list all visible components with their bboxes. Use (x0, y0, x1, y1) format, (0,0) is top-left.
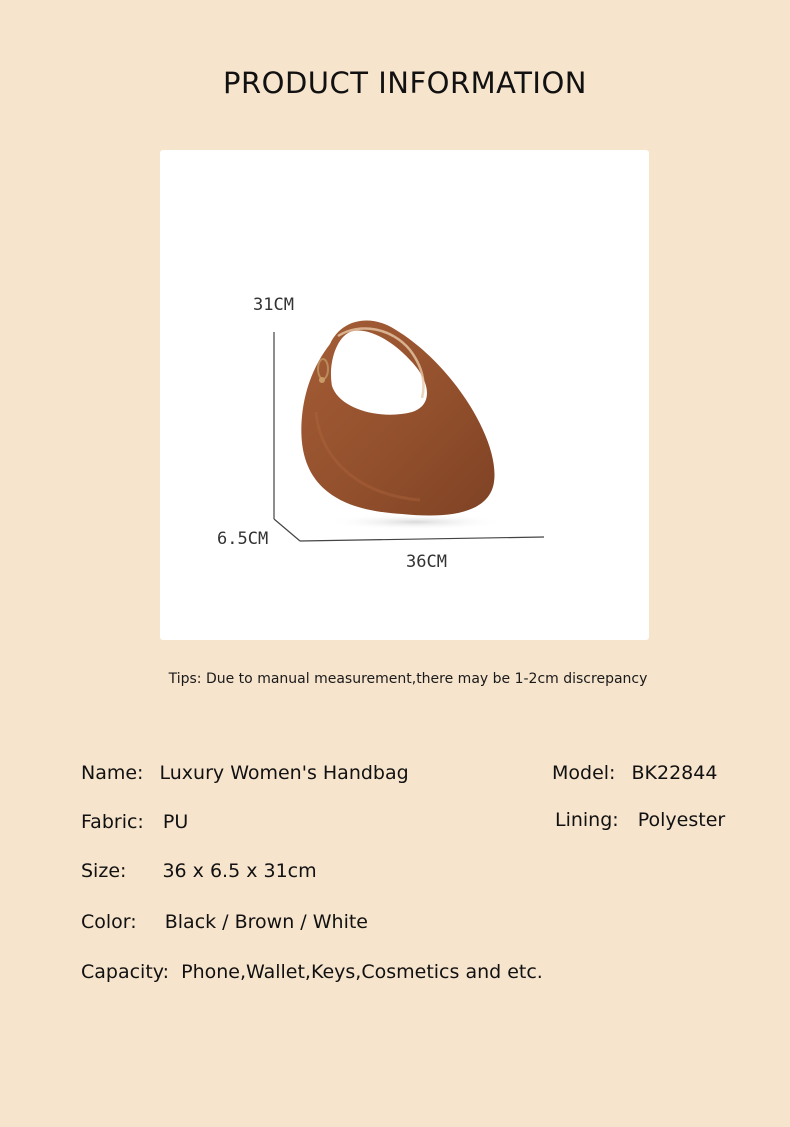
spec-fabric (81, 811, 188, 833)
spec-size-value: 36 x 6.5 x 31cm (162, 860, 317, 882)
spec-name-value: Luxury Women's Handbag (159, 762, 409, 784)
spec-color-value: Black / Brown / White (164, 911, 368, 933)
handbag-image (301, 321, 494, 516)
spec-model-value: BK22844 (631, 762, 718, 784)
spec-capacity (81, 961, 543, 983)
spec-size (81, 860, 317, 882)
spec-model-label: Model: (552, 762, 616, 784)
page-title: PRODUCT INFORMATION (223, 66, 587, 100)
spec-model (552, 762, 717, 784)
width-dimension-label: 36CM (406, 552, 447, 572)
spec-color (81, 911, 368, 933)
spec-name-label: Name: (81, 762, 144, 784)
measurement-tip: Tips: Due to manual measurement,there may be 1-2cm discrepancy (168, 671, 648, 687)
height-dimension-label: 31CM (253, 295, 294, 315)
spec-color-label: Color: (81, 911, 137, 933)
spec-capacity-value: Phone,Wallet,Keys,Cosmetics and etc. (181, 961, 543, 983)
width-line (300, 537, 544, 541)
bag-shadow (326, 514, 506, 530)
spec-fabric-value: PU (162, 811, 189, 833)
spec-name (81, 762, 409, 784)
depth-line (274, 519, 300, 541)
spec-lining (555, 809, 725, 831)
depth-dimension-label: 6.5CM (217, 529, 269, 549)
spec-lining-label: Lining: (555, 809, 619, 831)
product-photo (160, 150, 649, 640)
spec-lining-value: Polyester (637, 809, 726, 831)
spec-capacity-label: Capacity: (81, 961, 170, 983)
spec-size-label: Size: (81, 860, 127, 882)
spec-fabric-label: Fabric: (81, 811, 144, 833)
product-dimension-diagram (160, 150, 649, 640)
